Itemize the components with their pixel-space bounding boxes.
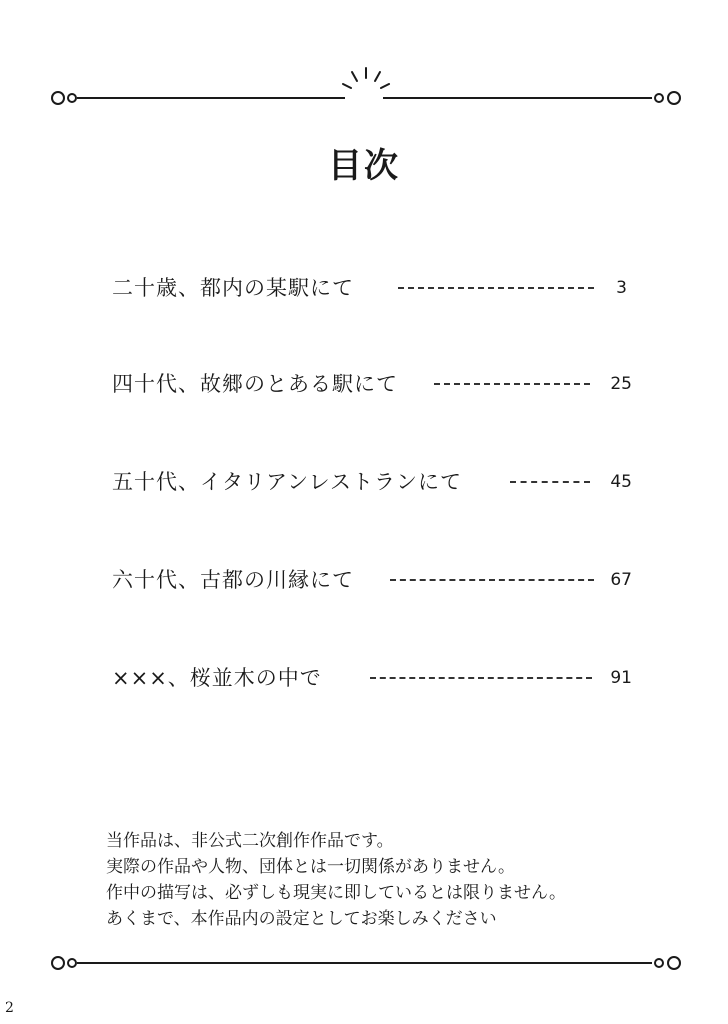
- page-title: 目次: [328, 146, 400, 186]
- toc-leader: [510, 481, 590, 483]
- toc-entry-page: 3: [616, 278, 627, 298]
- toc-entry-page: 25: [610, 374, 632, 394]
- toc-entry-page: 67: [610, 570, 632, 590]
- disclaimer-line: 作中の描写は、必ずしも現実に即しているとは限りません。: [106, 883, 567, 903]
- toc-entry: [112, 366, 632, 402]
- disclaimer-line: あくまで、本作品内の設定としてお楽しみください: [106, 909, 497, 929]
- disclaimer-line: 当作品は、非公式二次創作作品です。: [106, 831, 394, 851]
- toc-leader: [370, 677, 592, 679]
- bottom-ornament: [0, 946, 728, 982]
- disclaimer-line: 実際の作品や人物、団体とは一切関係がありません。: [106, 857, 516, 877]
- toc-entry-label: 五十代、イタリアンレストランにて: [112, 470, 463, 494]
- toc-entry-label: ×××、桜並木の中で: [112, 666, 322, 690]
- toc-leader: [390, 579, 594, 581]
- toc-entry-label: 二十歳、都内の某駅にて: [112, 276, 354, 300]
- toc-entry: [112, 660, 632, 696]
- toc-entry-label: 四十代、故郷のとある駅にて: [112, 372, 398, 396]
- disclaimer: [106, 828, 666, 932]
- toc-entry-page: 91: [610, 668, 632, 688]
- sunburst-icon: [343, 68, 389, 88]
- toc-entry: [112, 464, 632, 500]
- toc-entry-label: 六十代、古都の川縁にて: [112, 568, 354, 592]
- toc-leader: [398, 287, 594, 289]
- toc-entry-page: 45: [610, 472, 632, 492]
- toc-entry: [112, 270, 632, 306]
- top-ornament: [0, 60, 728, 120]
- toc-entry: [112, 562, 632, 598]
- toc-leader: [434, 383, 590, 385]
- page-number: 2: [5, 1000, 14, 1016]
